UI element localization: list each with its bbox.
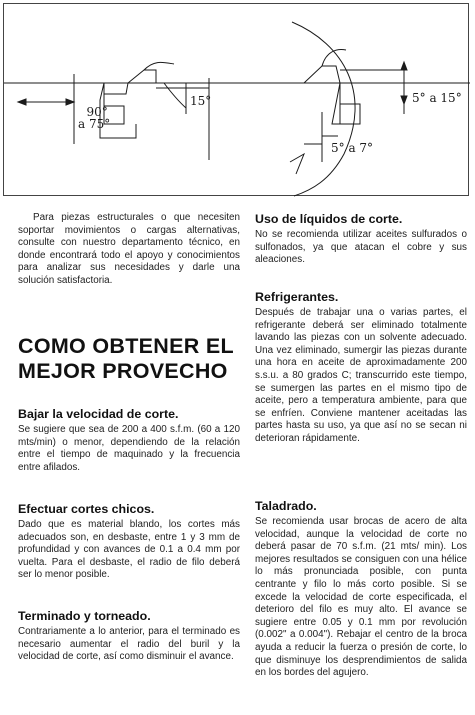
section-text: Dado que es material blando, los cortes más adecuados son, en desbaste, entre 1 y 3 mm de profundidad y con avances de 0.1 a 0.4 mm por vuelta. Para el desbaste, el radio de filo deberá ser lo menor posible. <box>18 519 240 581</box>
section-title: Uso de líquidos de corte. <box>255 212 403 226</box>
section-cutting-fluids <box>255 212 467 267</box>
intro-section <box>18 212 240 288</box>
section-coolants <box>255 290 467 446</box>
section-text: Contrariamente a lo anterior, para el terminado es necesario aumentar el radio del buril y la velocidad de corte, así como disminuir el avance. <box>18 626 240 663</box>
tool-angle-drawing <box>4 4 470 197</box>
section-text: No se recomienda utilizar aceites sulfurados o sulfonados, ya que atacan el cobre y sus aleaciones. <box>255 229 467 266</box>
intro-paragraph: Para piezas estructurales o que necesiten soportar movimientos o cargas alternativas, consulte con nuestro departamento técnico, en donde encontrará todo el apoyo y conocimientos para analizar sus necesidades y darle una solución satisfactoria. <box>18 212 240 286</box>
section-text: Se recomienda usar brocas de acero de alta velocidad, aunque la velocidad de corte no deberá pasar de 70 s.f.m. (21 mts/ min). Los mejores resultados se consiguen con una hélice lo más pronunciada posible, con punta centrante y filo lo más corto posible. Si se excede la velocidad de corte especificada, el deterioro del filo es muy alto. El avance se sugiere entre 0.05 y 0.1 mm por revolución (0.002" a 0.004"). Rebajar el centro de la broca ayuda a reducir la fuerza o presión de corte, lo que disminuye los desprendimientos de salida en los bordes del agujero. <box>255 516 467 679</box>
section-text: Se sugiere que sea de 200 a 400 s.f.m. (60 a 120 mts/min) o menor, dependiendo de la relación entre el tiempo de maquinado y la frecuencia entre afilados. <box>18 424 240 473</box>
section-title: Efectuar cortes chicos. <box>18 502 155 516</box>
section-title: Terminado y torneado. <box>18 609 151 623</box>
main-heading-line1: COMO OBTENER EL <box>18 334 234 358</box>
section-text: Después de trabajar una o varias partes, el refrigerante deberá ser eliminado totalmente lavando las piezas con un solvente adecuado. Una vez eliminado, sumergir las piezas durante una hora en aceite de aproximadamente 200 s.s.u. a 80 grados C; transcurrido este tiempo, se sumergen las partes en el mismo tipo de aceite, pero a temperatura ambiente, para que se enfríen. Conviene mantener aceitadas las partes hasta su uso, ya que así no se secan ni deterioran rápidamente. <box>255 307 467 444</box>
main-heading <box>18 334 240 384</box>
angle-label-15: 15° <box>190 94 212 108</box>
section-drilling <box>255 499 467 680</box>
angle-label-90-75: 90° a 75° <box>78 105 111 131</box>
section-finishing <box>18 609 240 664</box>
main-heading-line2: MEJOR PROVECHO <box>18 359 228 383</box>
section-cutting-speed <box>18 407 240 474</box>
section-title: Taladrado. <box>255 499 317 513</box>
section-title: Bajar la velocidad de corte. <box>18 407 179 421</box>
cutting-arc <box>292 22 355 196</box>
angle-label-5-7: 5° a 7° <box>331 141 374 155</box>
section-small-cuts <box>18 502 240 582</box>
section-title: Refrigerantes. <box>255 290 339 304</box>
center-tool-outline <box>304 66 340 83</box>
angle-label-5-15: 5° a 15° <box>412 91 462 105</box>
tool-angle-diagram <box>3 3 469 196</box>
